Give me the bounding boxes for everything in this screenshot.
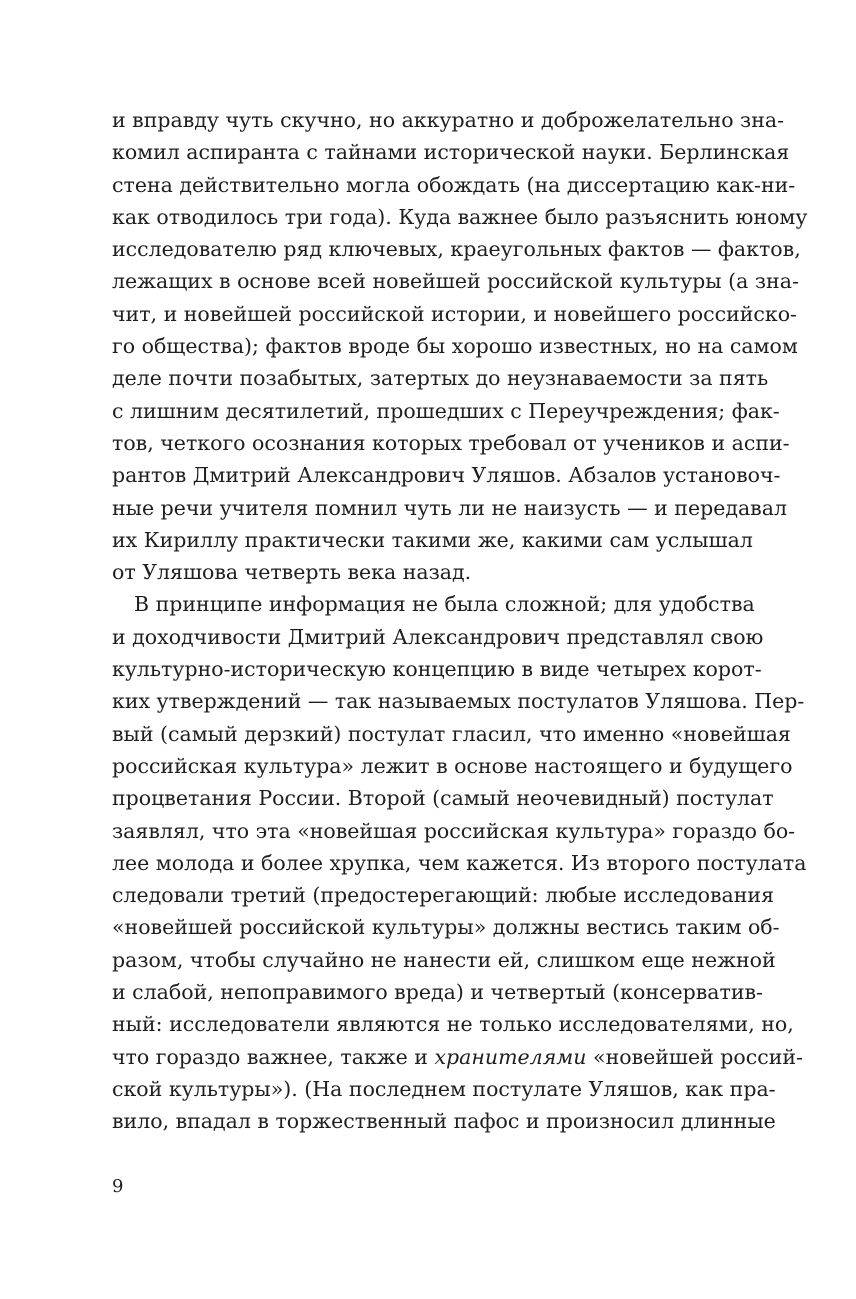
text-line: тов, четкого осознания которых требовал от учеников и аспи- bbox=[112, 430, 790, 455]
body-text bbox=[112, 104, 808, 1138]
text-line: вило, впадал в торжественный пафос и произносил длинные bbox=[112, 1109, 776, 1134]
text-line: «новейшей российской культуры» должны вестись таким об- bbox=[112, 915, 780, 940]
text-line: стена действительно могла обождать (на диссертацию как-ни- bbox=[112, 172, 796, 197]
text-line: чит, и новейшей российской истории, и новейшего российско- bbox=[112, 301, 797, 326]
text-line: от Уляшова четверть века назад. bbox=[112, 560, 472, 585]
text-line: следовали третий (предостерегающий: любые исследования bbox=[112, 883, 774, 908]
text-line: исследователю ряд ключевых, краеугольных фактов — фактов, bbox=[112, 237, 801, 262]
text-line: с лишним десятилетий, прошедших с Переучреждения; фак- bbox=[112, 398, 780, 423]
text-line: заявлял, что эта «новейшая российская культура» гораздо бо- bbox=[112, 818, 796, 843]
text-line: ные речи учителя помнил чуть ли не наизусть — и передавал bbox=[112, 495, 787, 520]
text-line: го общества); фактов вроде бы хорошо известных, но на самом bbox=[112, 334, 798, 359]
text-line: В принципе информация не была сложной; для удобства bbox=[134, 592, 755, 617]
text-run: что гораздо важнее, также и bbox=[112, 1044, 435, 1069]
text-line: вый (самый дерзкий) постулат гласил, что именно «новейшая bbox=[112, 721, 791, 746]
text-line: и вправду чуть скучно, но аккуратно и доброжелательно зна- bbox=[112, 108, 785, 132]
text-line: лежащих в основе всей новейшей российской культуры (а зна- bbox=[112, 269, 799, 294]
text-line: рантов Дмитрий Александрович Уляшов. Абзалов установоч- bbox=[112, 463, 781, 488]
text-line: процветания России. Второй (самый неочевидный) постулат bbox=[112, 786, 774, 811]
text-line: ких утверждений — так называемых постулатов Уляшова. Пер- bbox=[112, 689, 805, 714]
text-line: российская культура» лежит в основе настоящего и будущего bbox=[112, 753, 793, 778]
text-line: их Кириллу практически такими же, какими сам услышал bbox=[112, 527, 753, 552]
text-line: разом, чтобы случайно не нанести ей, слишком еще нежной bbox=[112, 947, 776, 972]
text-line: лее молода и более хрупка, чем кажется. Из второго постулата bbox=[112, 850, 807, 875]
text-line: и слабой, непоправимого вреда) и четвертый (консерватив- bbox=[112, 980, 763, 1005]
italic-text-run: хранителями bbox=[434, 1044, 587, 1069]
text-line: и доходчивости Дмитрий Александрович представлял свою bbox=[112, 624, 764, 649]
text-run: «новейшей россий- bbox=[586, 1044, 803, 1069]
text-line: как отводилось три года). Куда важнее было разъяснить юному bbox=[112, 204, 808, 229]
text-line: ный: исследователи являются не только исследователями, но, bbox=[112, 1012, 794, 1037]
text-line-with-italic bbox=[112, 1041, 803, 1073]
page-number: 9 bbox=[112, 1176, 124, 1197]
text-line: культурно-историческую концепцию в виде четырех корот- bbox=[112, 657, 762, 682]
text-line: деле почти позабытых, затертых до неузнаваемости за пять bbox=[112, 366, 769, 391]
text-line: комил аспиранта с тайнами исторической науки. Берлинская bbox=[112, 140, 790, 165]
text-line: ской культуры»). (На последнем постулате Уляшов, как пра- bbox=[112, 1076, 776, 1101]
